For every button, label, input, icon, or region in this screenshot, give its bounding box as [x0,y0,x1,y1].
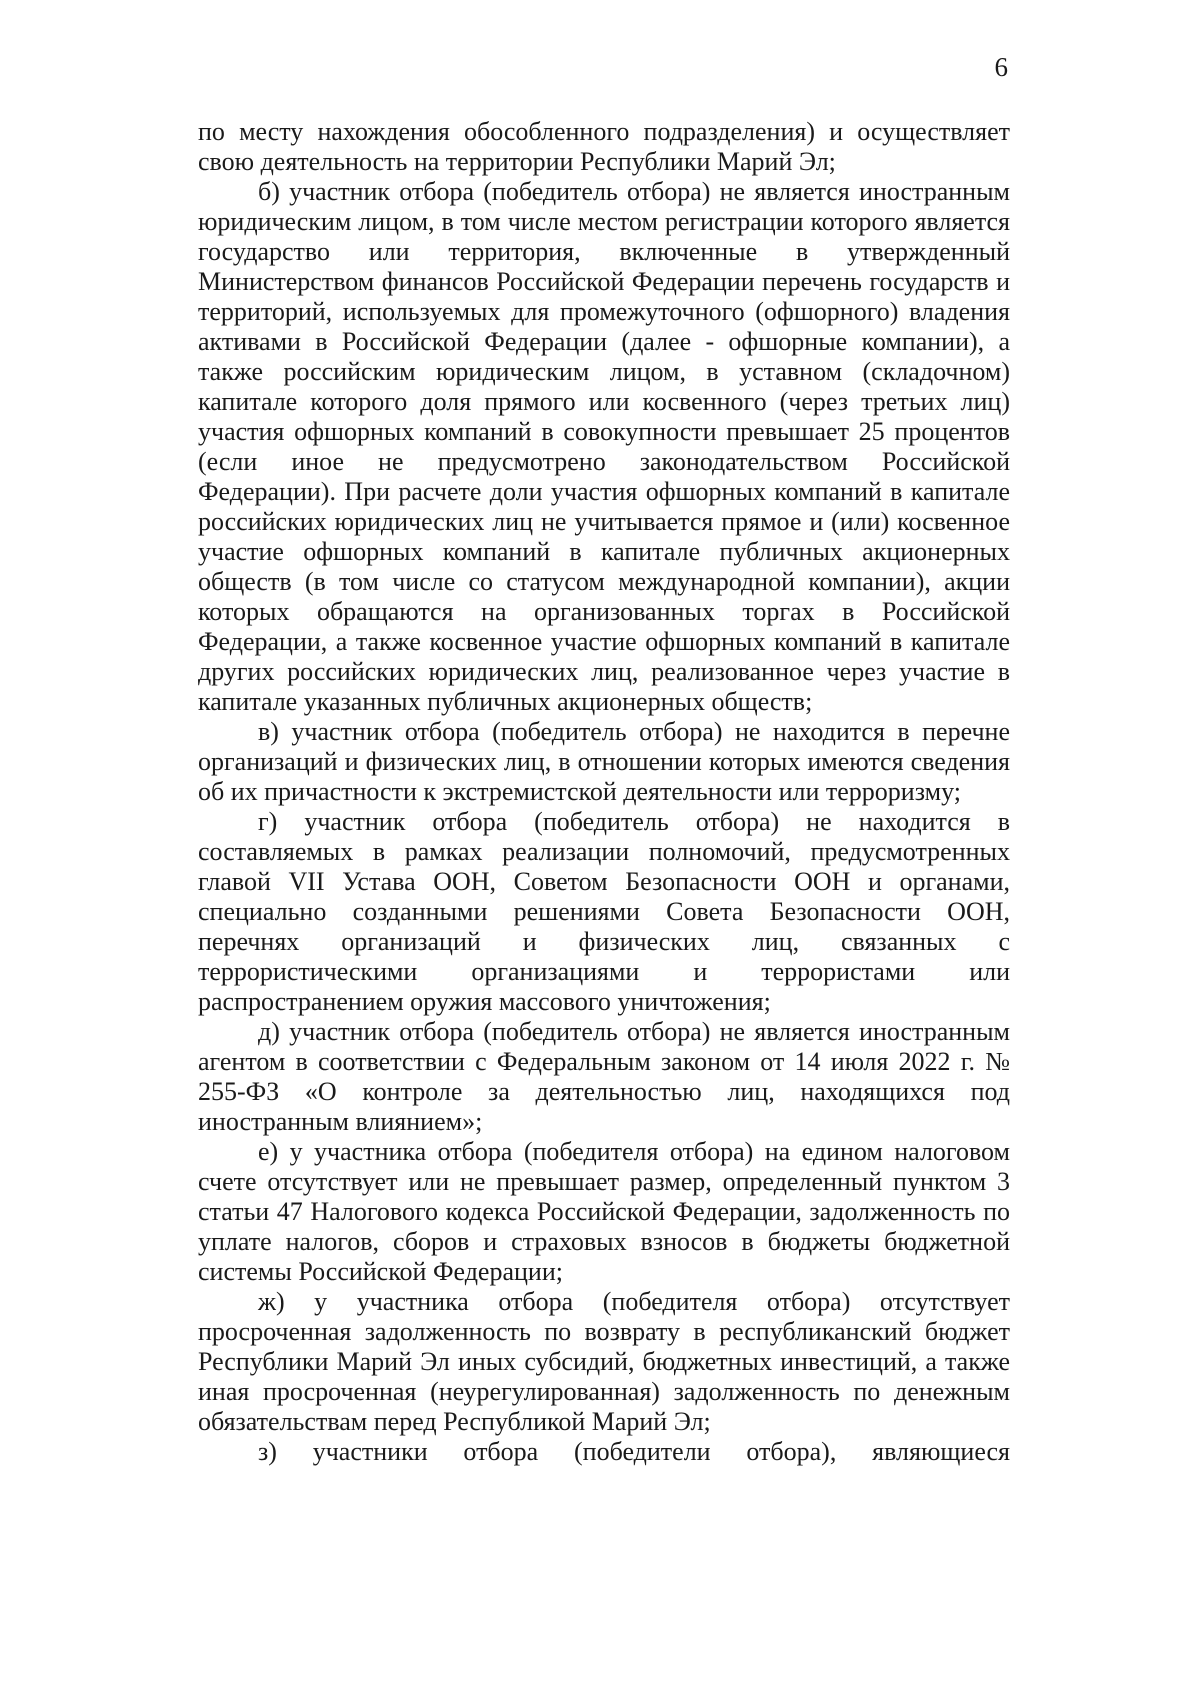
page-number: 6 [994,52,1008,82]
paragraph-item-z: з) участники отбора (победители отбора), являющиеся [258,1437,1010,1466]
paragraph-item-d: д) участник отбора (победитель отбора) не является иностранным агентом в соответствии с Федеральным законом от 14 июля 2022 г. № 255-ФЗ «О контроле за деятельностью лиц, находящихся под иностранным влиянием»; [198,1017,1010,1136]
paragraph-item-zh: ж) у участника отбора (победителя отбора) отсутствует просроченная задолженность по возврату в республиканский бюджет Республики Марий Эл иных субсидий, бюджетных инвестиций, а также иная просроченная (неурегулированная) задолженность по денежным обязательствам перед Республикой Марий Эл; [198,1287,1010,1436]
paragraph-continuation: по месту нахождения обособленного подразделения) и осуществляет свою деятельность на территории Республики Марий Эл; [198,117,1010,176]
paragraph-item-e: е) у участника отбора (победителя отбора) на едином налоговом счете отсутствует или не превышает размер, определенный пунктом 3 статьи 47 Налогового кодекса Российской Федерации, задолженность по уплате налогов, сборов и страховых взносов в бюджеты бюджетной системы Российской Федерации; [198,1137,1010,1286]
paragraph-item-v: в) участник отбора (победитель отбора) не находится в перечне организаций и физических лиц, в отношении которых имеются сведения об их причастности к экстремистской деятельности или терроризму; [198,717,1010,806]
paragraph-item-b: б) участник отбора (победитель отбора) не является иностранным юридическим лицом, в том числе местом регистрации которого является государство или территория, включенные в утвержденный Министерством финансов Российской Федерации перечень государств и территорий, используемых для промежуточного (офшорного) владения активами в Российской Федерации (далее - офшорные компании), а также российским юридическим лицом, в уставном (складочном) капитале которого доля прямого или косвенного (через третьих лиц) участия офшорных компаний в совокупности превышает 25 процентов (если иное не предусмотрено законодательством Российской Федерации). При расчете доли участия офшорных компаний в капитале российских юридических лиц не учитывается прямое и (или) косвенное участие офшорных компаний в капитале публичных акционерных обществ (в том числе со статусом международной компании), акции которых обращаются на организованных торгах в Российской Федерации, а также косвенное участие офшорных компаний в капитале других российских юридических лиц, реализованное через участие в капитале указанных публичных акционерных обществ; [198,177,1010,716]
document-body [198,117,1010,1467]
paragraph-item-g: г) участник отбора (победитель отбора) не находится в составляемых в рамках реализации полномочий, предусмотренных главой VII Устава ООН, Советом Безопасности ООН и органами, специально созданными решениями Совета Безопасности ООН, перечнях организаций и физических лиц, связанных с террористическими организациями и террористами или распространением оружия массового уничтожения; [198,807,1010,1016]
